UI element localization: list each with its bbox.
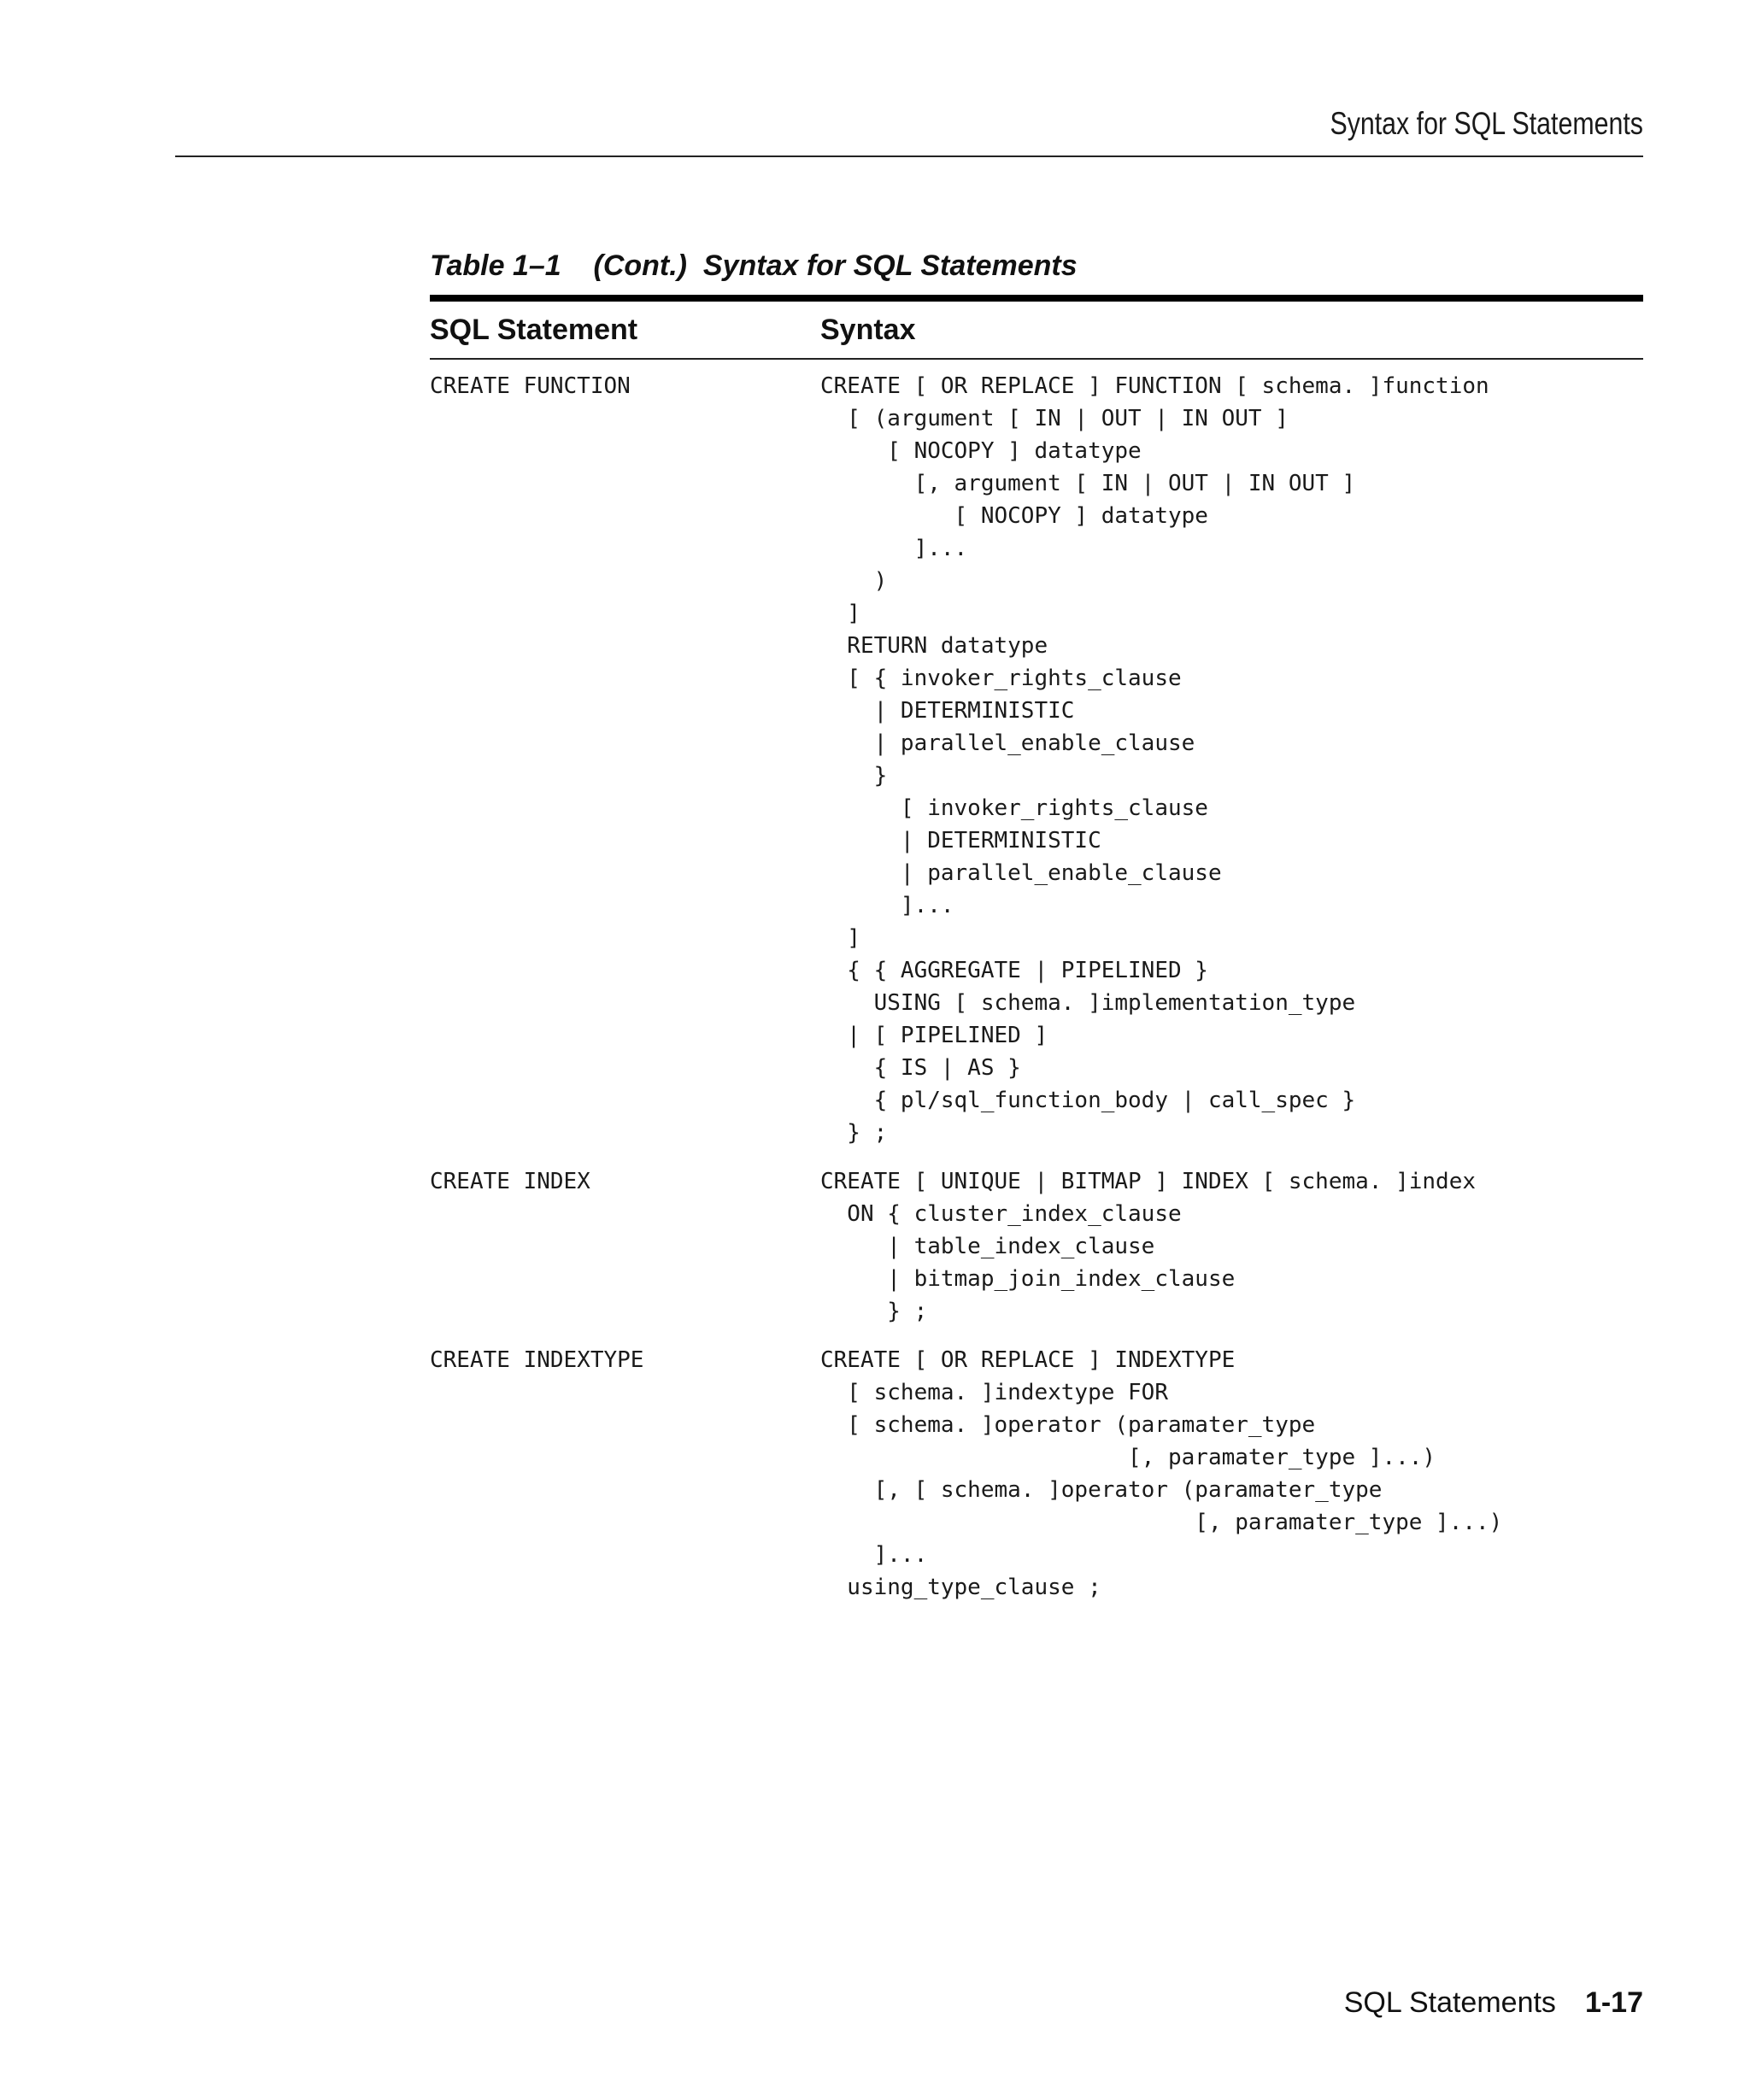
page-footer	[1344, 1986, 1643, 2020]
table-caption: Table 1–1 (Cont.) Syntax for SQL Statements	[430, 249, 1078, 282]
footer-chapter-title: SQL Statements	[1343, 1986, 1556, 2019]
table-row	[430, 370, 1643, 1149]
syntax-table	[430, 295, 1643, 1604]
header-rule	[175, 155, 1643, 157]
table-top-rule	[430, 295, 1643, 302]
column-header-syntax: Syntax	[820, 314, 916, 346]
statement-name: CREATE FUNCTION	[430, 373, 631, 399]
table-column-headers	[430, 302, 1643, 360]
syntax-code: CREATE [ OR REPLACE ] FUNCTION [ schema. ]function [ (argument [ IN | OUT | IN OUT ] [ NOCOPY ] datatype [, argument [ IN | OUT | IN OUT ] [ NOCOPY ] datatype ]... ) ] RETURN datatype [ { invoker_rights_clause | DETERMINISTIC | parallel_enable_clause } [ invoker_rights_clause | DETERMINISTIC | parallel_enable_clause ]... ] { { AGGREGATE | PIPELINED } USING [ schema. ]implementation_type | [ PIPELINED ] { IS | AS } { pl/sql_function_body | call_spec } } ;	[820, 373, 1489, 1146]
column-header-sql-statement: SQL Statement	[430, 314, 638, 346]
table-row	[430, 1165, 1643, 1328]
syntax-code: CREATE [ UNIQUE | BITMAP ] INDEX [ schema. ]index ON { cluster_index_clause | table_index_clause | bitmap_join_index_clause } ;	[820, 1169, 1477, 1324]
table-row	[430, 1344, 1643, 1604]
statement-name: CREATE INDEX	[430, 1169, 590, 1194]
page-number: 1-17	[1584, 1986, 1643, 2019]
statement-name: CREATE INDEXTYPE	[430, 1347, 644, 1373]
running-header: Syntax for SQL Statements	[1330, 106, 1643, 141]
syntax-code: CREATE [ OR REPLACE ] INDEXTYPE [ schema. ]indextype FOR [ schema. ]operator (paramater_type [, paramater_type ]...) [, [ schema. ]operator (paramater_type [, paramater_type ]...) ]... using_type_clause ;	[820, 1347, 1503, 1600]
